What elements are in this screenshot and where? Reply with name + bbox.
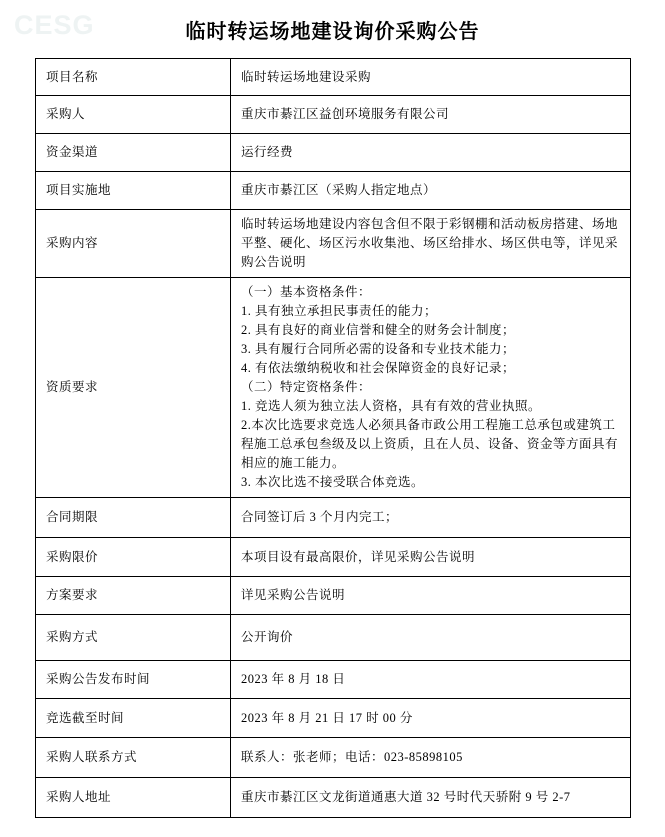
table-row <box>36 278 631 498</box>
row-value-funding-channel: 运行经费 <box>231 134 631 172</box>
row-value-bid-deadline: 2023 年 8 月 21 日 17 时 00 分 <box>231 699 631 738</box>
row-label-purchaser: 采购人 <box>36 96 231 134</box>
row-value-proposal-requirements: 详见采购公告说明 <box>231 577 631 615</box>
row-value-purchaser: 重庆市綦江区益创环境服务有限公司 <box>231 96 631 134</box>
row-value-procurement-content: 临时转运场地建设内容包含但不限于彩钢棚和活动板房搭建、场地平整、硬化、场区污水收集池、场区给排水、场区供电等，详见采购公告说明 <box>231 210 631 278</box>
watermark: CESG <box>14 10 95 40</box>
qualification-line: 3. 具有履行合同所必需的设备和专业技术能力； <box>241 342 516 356</box>
row-label-qualification-requirements: 资质要求 <box>36 278 231 498</box>
qualification-line: 3. 本次比选不接受联合体竞选。 <box>241 475 425 489</box>
table-row <box>36 134 631 172</box>
row-label-funding-channel: 资金渠道 <box>36 134 231 172</box>
procurement-table <box>35 58 631 818</box>
table-row <box>36 538 631 577</box>
row-value-announcement-date: 2023 年 8 月 18 日 <box>231 661 631 699</box>
row-label-announcement-date: 采购公告发布时间 <box>36 661 231 699</box>
row-label-proposal-requirements: 方案要求 <box>36 577 231 615</box>
row-label-procurement-content: 采购内容 <box>36 210 231 278</box>
row-label-project-location: 项目实施地 <box>36 172 231 210</box>
row-label-procurement-method: 采购方式 <box>36 615 231 661</box>
row-label-bid-deadline: 竞选截至时间 <box>36 699 231 738</box>
table-row <box>36 738 631 778</box>
table-row <box>36 577 631 615</box>
table-row <box>36 59 631 96</box>
table-row <box>36 96 631 134</box>
page-title: 临时转运场地建设询价采购公告 <box>185 21 480 43</box>
row-value-project-location: 重庆市綦江区（采购人指定地点） <box>231 172 631 210</box>
row-label-contact-info: 采购人联系方式 <box>36 738 231 778</box>
table-row <box>36 210 631 278</box>
row-value-contact-info: 联系人：张老师；电话：023-85898105 <box>231 738 631 778</box>
row-value-purchaser-address: 重庆市綦江区文龙街道通惠大道 32 号时代天骄附 9 号 2-7 <box>231 778 631 818</box>
row-value-price-limit: 本项目设有最高限价，详见采购公告说明 <box>231 538 631 577</box>
qualification-line: 1. 具有独立承担民事责任的能力； <box>241 304 438 318</box>
table-row <box>36 699 631 738</box>
row-value-procurement-method: 公开询价 <box>231 615 631 661</box>
row-label-price-limit: 采购限价 <box>36 538 231 577</box>
row-label-project-name: 项目名称 <box>36 59 231 96</box>
table-row <box>36 661 631 699</box>
qualification-line: 2.本次比选要求竞选人必须具备市政公用工程施工总承包或建筑工程施工总承包叁级及以上资质，且在人员、设备、资金等方面具有相应的施工能力。 <box>241 418 619 470</box>
table-row <box>36 778 631 818</box>
row-value-qualification-requirements <box>231 278 631 498</box>
table-row <box>36 615 631 661</box>
row-value-project-name: 临时转运场地建设采购 <box>231 59 631 96</box>
qualification-line: （二）特定资格条件： <box>241 380 372 394</box>
qualification-line: （一）基本资格条件： <box>241 285 372 299</box>
qualification-line: 4. 有依法缴纳税收和社会保障资金的良好记录； <box>241 361 516 375</box>
table-row <box>36 172 631 210</box>
row-label-contract-period: 合同期限 <box>36 498 231 538</box>
table-row <box>36 498 631 538</box>
qualification-line: 1. 竞选人须为独立法人资格，具有有效的营业执照。 <box>241 399 542 413</box>
qualification-line: 2. 具有良好的商业信誉和健全的财务会计制度； <box>241 323 516 337</box>
row-value-contract-period: 合同签订后 3 个月内完工； <box>231 498 631 538</box>
row-label-purchaser-address: 采购人地址 <box>36 778 231 818</box>
